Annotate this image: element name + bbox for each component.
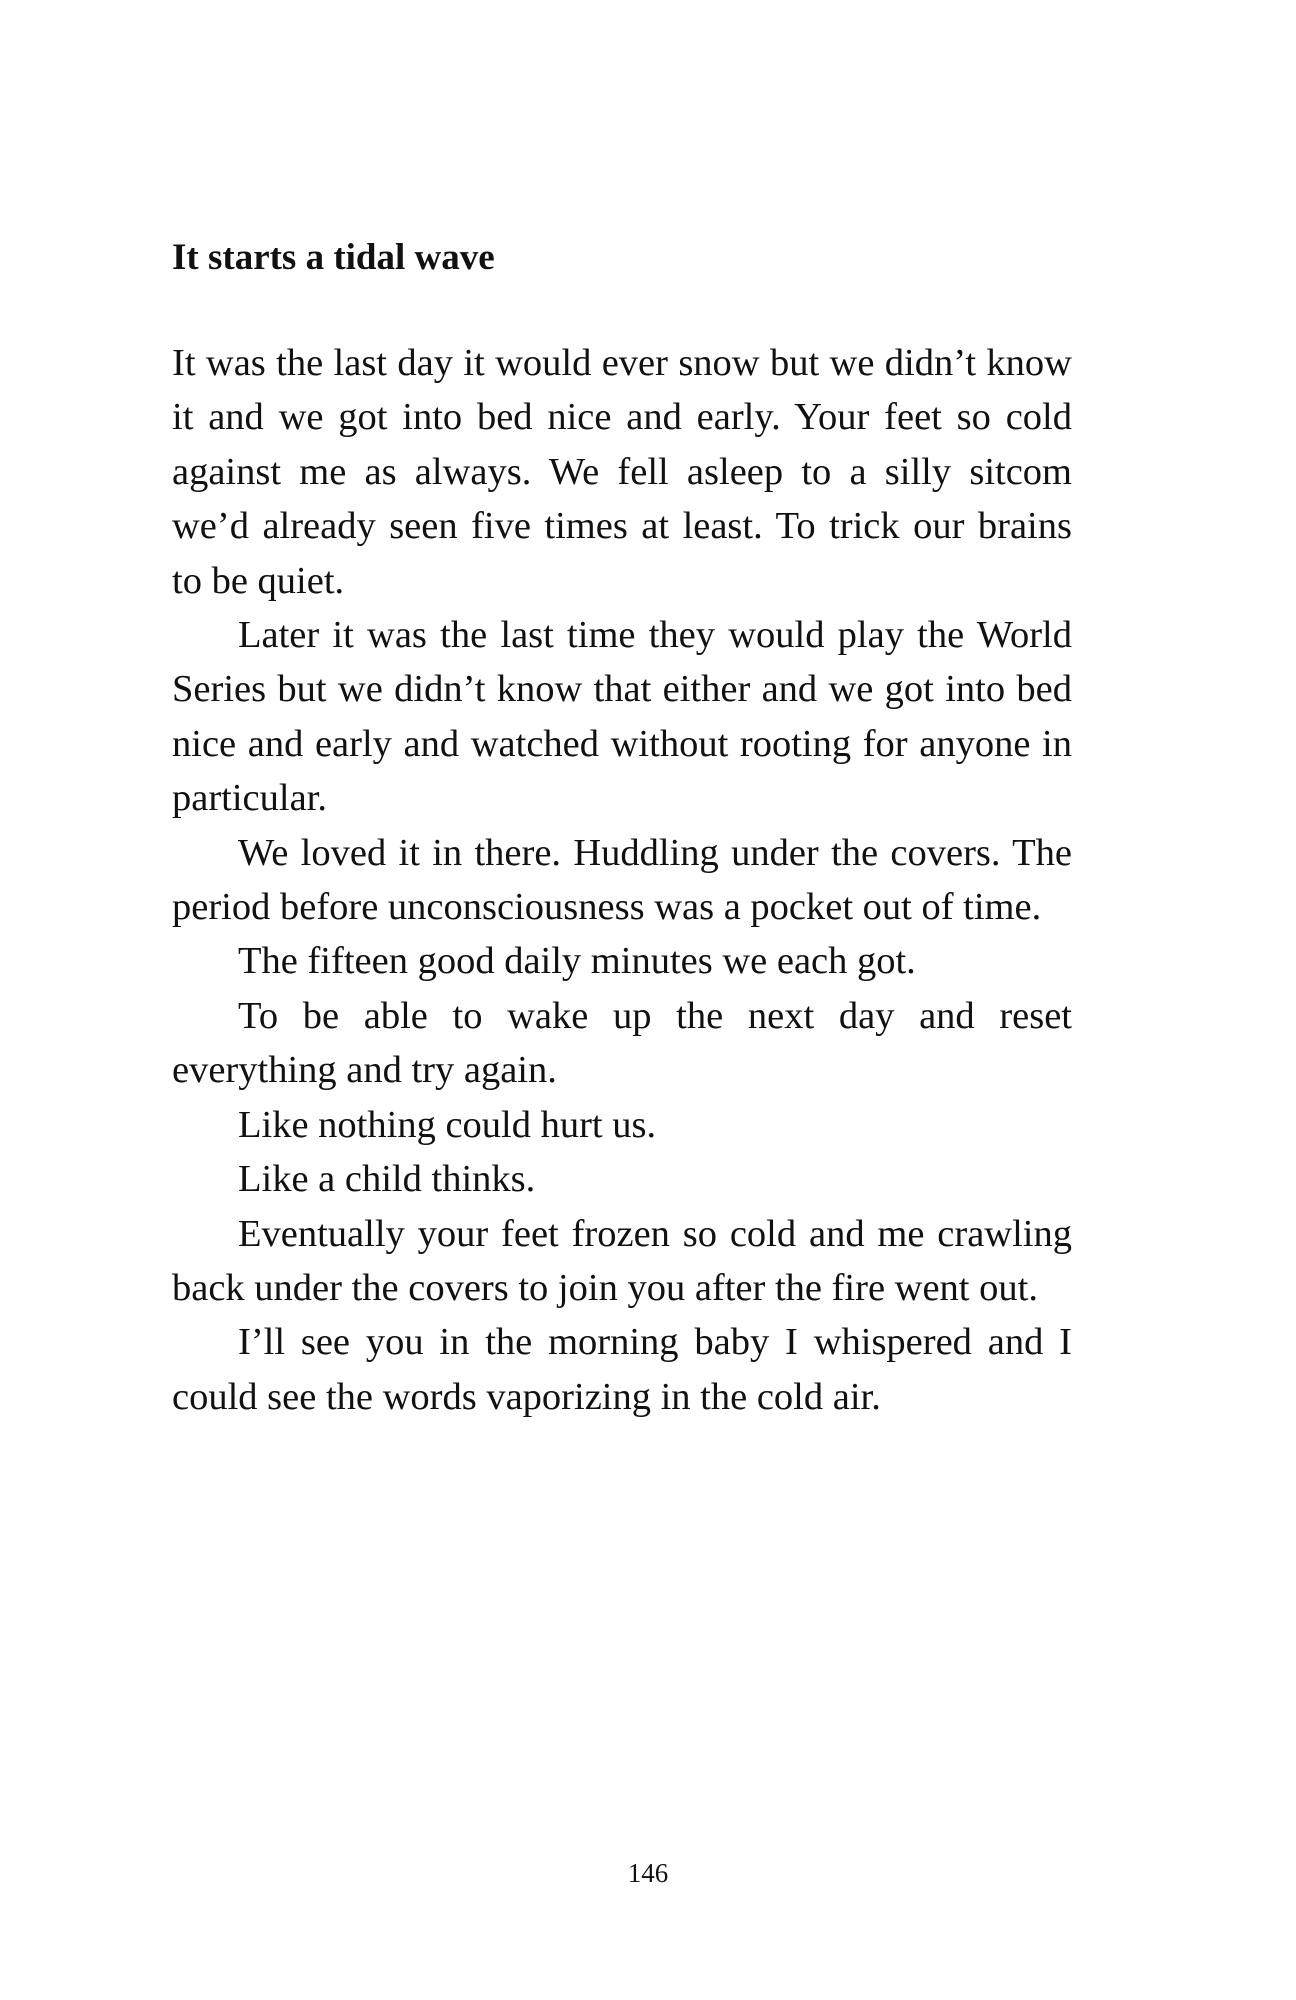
paragraph: It was the last day it would ever snow but we didn’t know it and we got into bed nice and early. Your feet so cold against me as always. We fell asleep to a silly sitcom we’d already seen five times at least. To trick our brains to be quiet. bbox=[172, 342, 1072, 602]
paragraph: Like nothing could hurt us. bbox=[238, 1103, 657, 1146]
paragraph: We loved it in there. Huddling under the covers. The period before unconsciousness was a pocket out of time. bbox=[172, 831, 1072, 929]
page-number: 146 bbox=[627, 1858, 669, 1888]
text-block bbox=[172, 230, 1072, 1424]
paragraph: The fifteen good daily minutes we each got. bbox=[238, 940, 916, 983]
chapter-title: It starts a tidal wave bbox=[172, 237, 495, 278]
paragraph: To be able to wake up the next day and reset everything and try again. bbox=[172, 994, 1072, 1092]
paragraph: I’ll see you in the morning baby I whispered and I could see the words vaporizing in the cold air. bbox=[172, 1321, 1072, 1418]
paragraph: Later it was the last time they would play the World Series but we didn’t know that either and we got into bed nice and early and watched without rooting for anyone in particular. bbox=[172, 614, 1072, 820]
paragraph: Eventually your feet frozen so cold and me crawling back under the covers to join you after the fire went out. bbox=[172, 1212, 1072, 1309]
paragraph: Like a child thinks. bbox=[238, 1158, 536, 1201]
